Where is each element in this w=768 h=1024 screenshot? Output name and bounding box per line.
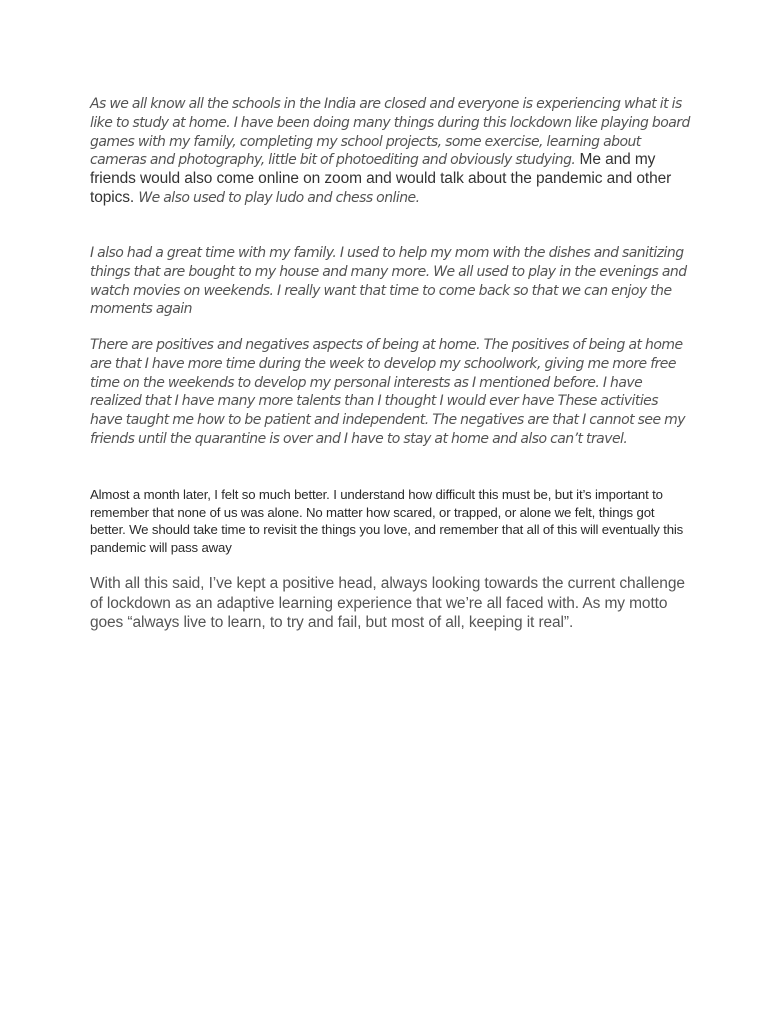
paragraph-month-later: Almost a month later, I felt so much better. I understand how difficult this must be, but it’s important to remember that none of us was alone. No matter how scared, or trapped, or alone we felt, things got better. We should take time to revisit the things you love, and remember that all of this will eventually this pandemic will pass away [90, 487, 684, 555]
paragraph-1-italic-text: As we all know all the schools in the India are closed and everyone is experiencing what it is like to study at home. I have been doing many things during this lockdown like playing board games with my family, completing my school projects, some exercise, learning about cameras and photography, little bit of photoediting and obviously studying. [90, 96, 690, 169]
paragraph-lockdown-activities [90, 95, 690, 208]
paragraph-1-regular-text: Me and my friends would also come online on zoom and would talk about the pandemic and other topics. [90, 151, 672, 206]
paragraph-positives-negatives: There are positives and negatives aspects of being at home. The positives of being at home are that I have more time during the week to develop my schoolwork, giving me more free time on the weekends to develop my personal interests as I mentioned before. I have realized that I have many more talents than I thought I would ever have These activities have taught me how to be patient and independent. The negatives are that I cannot see my friends until the quarantine is over and I have to stay at home and also can’t travel. [90, 337, 685, 447]
paragraph-family-time: I also had a great time with my family. I used to help my mom with the dishes and sanitizing things that are bought to my house and many more. We all used to play in the evenings and watch movies on weekends. I really want that time to come back so that we can enjoy the moments again [90, 245, 687, 318]
paragraph-1-italic-ending: We also used to play ludo and chess online. [138, 189, 420, 206]
paragraph-conclusion: With all this said, I’ve kept a positive head, always looking towards the current challenge of lockdown as an adaptive learning experience that we’re all faced with. As my motto goes “always live to learn, to try and fail, but most of all, keeping it real”. [90, 575, 685, 631]
